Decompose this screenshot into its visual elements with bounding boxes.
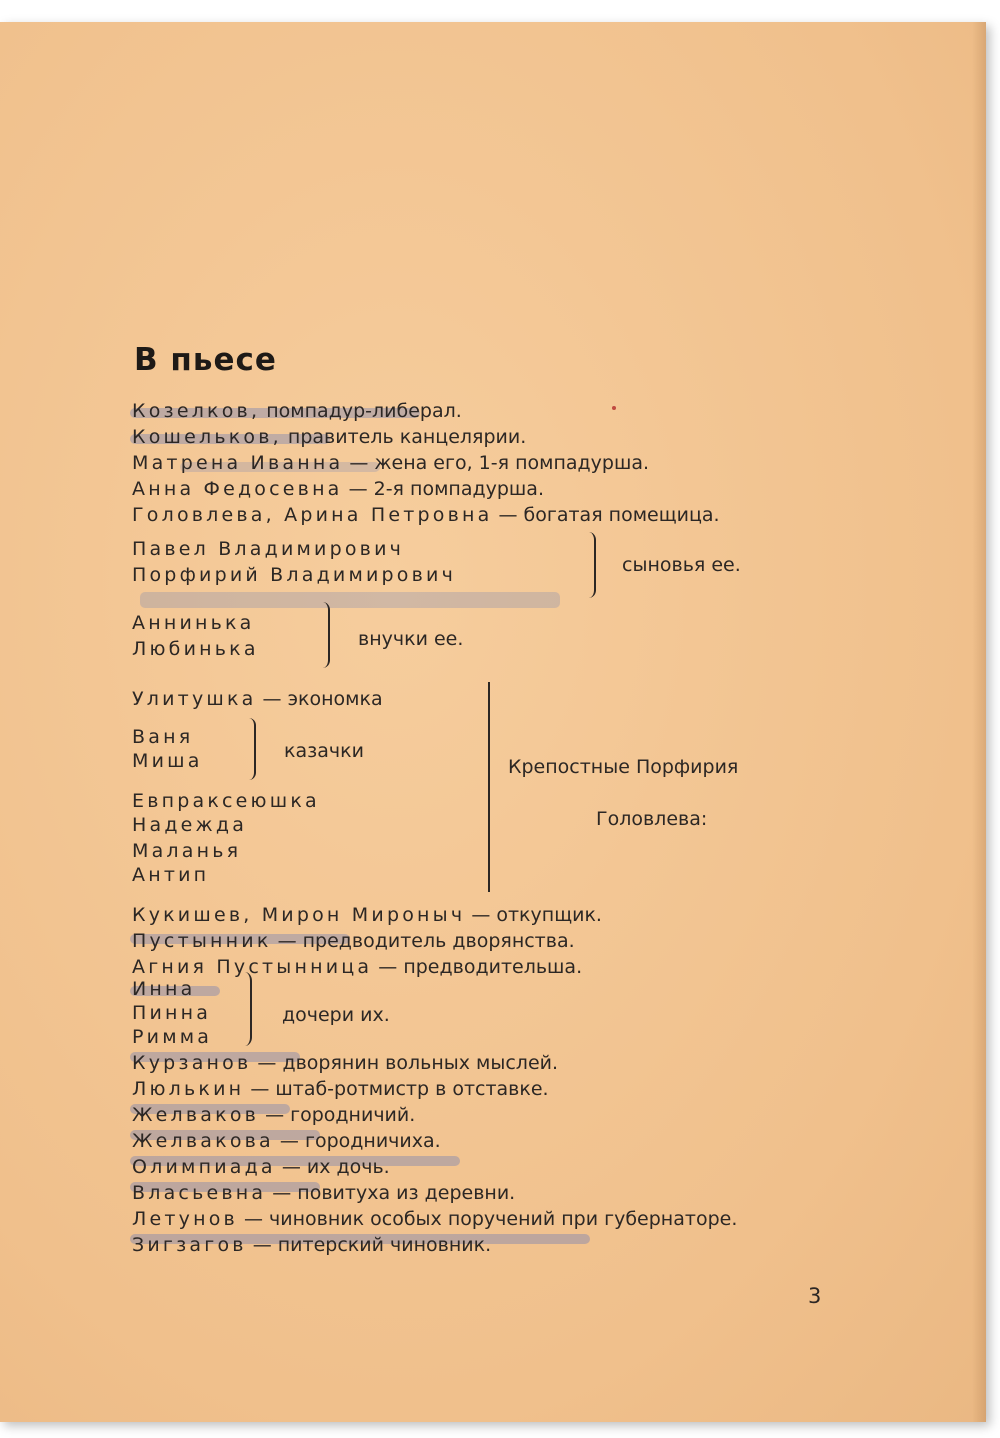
cast-line: Любинька	[132, 638, 259, 660]
page-edge-shadow	[972, 22, 986, 1422]
cast-line: Головлева, Арина Петровна — богатая помещица.	[132, 504, 720, 526]
cast-line: Кошельков, правитель канцелярии.	[132, 426, 527, 448]
cast-line: Агния Пустынница — предводительша.	[132, 956, 583, 978]
cast-line: Летунов — чиновник особых поручений при губернаторе.	[132, 1208, 738, 1230]
curly-brace	[240, 972, 252, 1046]
cast-line: Кукишев, Мирон Мироныч — откупщик.	[132, 904, 602, 926]
group-label: внучки ее.	[358, 628, 464, 650]
cast-line: Люлькин — штаб-ротмистр в отставке.	[132, 1078, 549, 1100]
curly-brace	[318, 602, 330, 668]
cast-line: Желвакова — городничиха.	[132, 1130, 441, 1152]
cast-line: Олимпиада — их дочь.	[132, 1156, 390, 1178]
group-label: сыновья ее.	[622, 554, 741, 576]
cast-line: Порфирий Владимирович	[132, 564, 457, 586]
cast-line: Павел Владимирович	[132, 538, 405, 560]
cast-line: Зигзагов — питерский чиновник.	[132, 1234, 492, 1256]
cast-line: Римма	[132, 1026, 213, 1048]
cast-line: Желваков — городничий.	[132, 1104, 416, 1126]
cast-line: Ваня	[132, 726, 194, 748]
group-label: Головлева:	[596, 808, 708, 830]
book-page	[0, 22, 986, 1422]
group-label: дочери их.	[282, 1004, 390, 1026]
cast-line: Евпраксеюшка	[132, 790, 320, 812]
cast-line: Курзанов — дворянин вольных мыслей.	[132, 1052, 559, 1074]
cast-line: Пустынник — предводитель дворянства.	[132, 930, 575, 952]
curly-brace	[244, 718, 256, 780]
cast-line: Пинна	[132, 1002, 212, 1024]
cast-line: Улитушка — экономка	[132, 688, 383, 710]
red-speck	[612, 406, 616, 410]
cast-line: Антип	[132, 864, 210, 886]
cast-line: Анна Федосевна — 2-я помпадурша.	[132, 478, 544, 500]
cast-line: Миша	[132, 750, 203, 772]
pencil-mark	[140, 592, 560, 608]
cast-line: Власьевна — повитуха из деревни.	[132, 1182, 516, 1204]
cast-line: Маланья	[132, 840, 242, 862]
page-title: В пьесе	[134, 342, 277, 378]
cast-line: Инна	[132, 978, 196, 1000]
group-label: Крепостные Порфирия	[508, 756, 739, 778]
group-label: казачки	[284, 740, 364, 762]
cast-line: Аннинька	[132, 612, 255, 634]
cast-line: Матрена Иванна — жена его, 1-я помпадурша.	[132, 452, 650, 474]
curly-brace	[584, 532, 596, 598]
bracket-line	[488, 682, 490, 892]
cast-line: Надежда	[132, 814, 248, 836]
cast-line: Козелков, помпадур-либерал.	[132, 400, 462, 422]
page-number: 3	[808, 1284, 822, 1308]
